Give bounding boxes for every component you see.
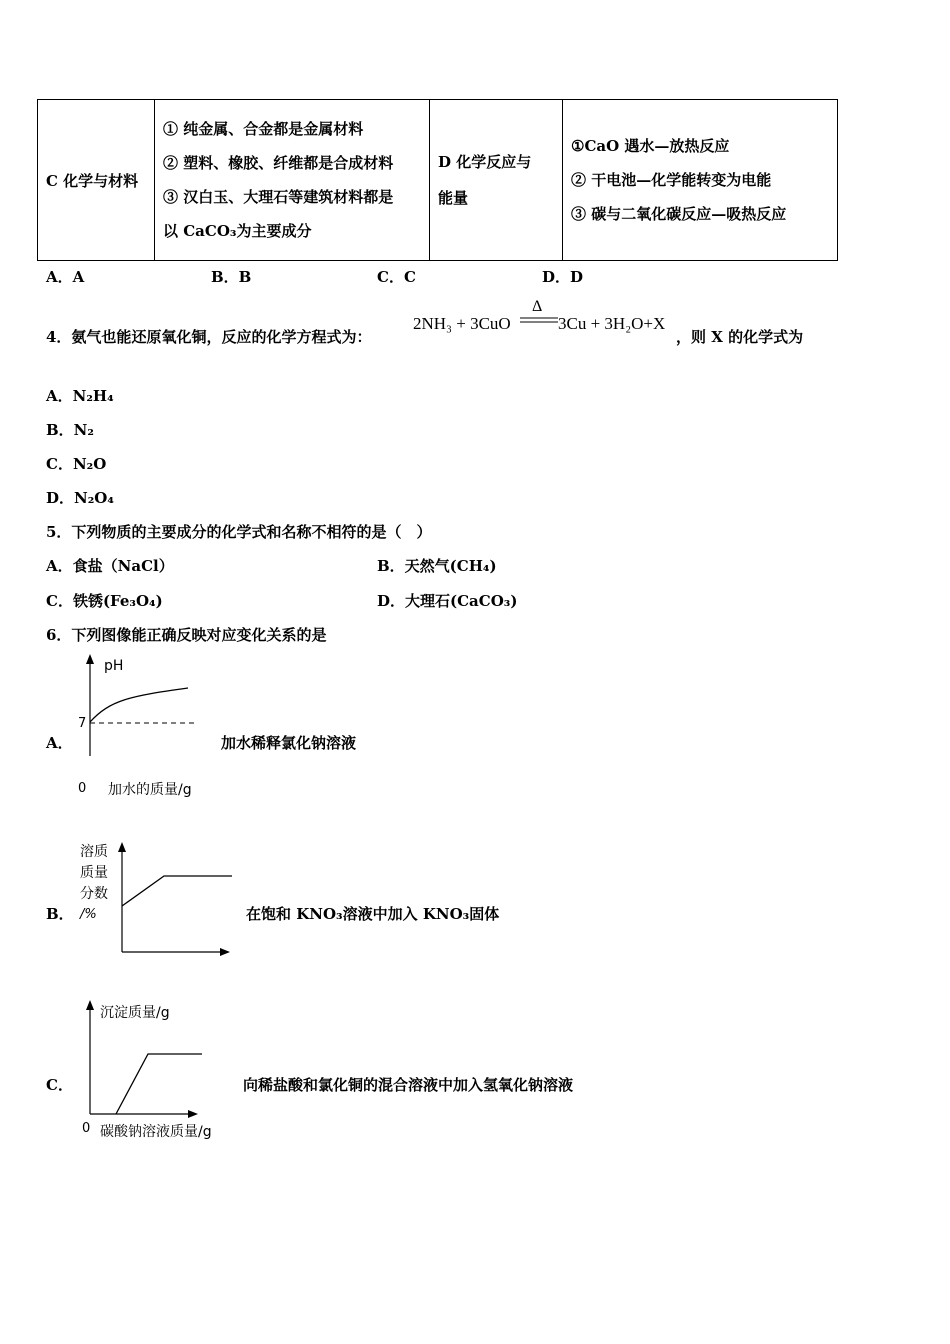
equation-double-line bbox=[520, 316, 558, 324]
q4-equation-condition: Δ bbox=[532, 298, 543, 315]
graph-b-x-arrow bbox=[220, 948, 230, 956]
graph-c-line bbox=[116, 1054, 202, 1114]
q5-option-d: D．大理石(CaCO₃) bbox=[377, 592, 518, 610]
graph-b-y-label-4: /% bbox=[80, 907, 97, 922]
q6-option-a-label: A． bbox=[46, 734, 73, 752]
q4-option-a: A．N₂H₄ bbox=[46, 387, 114, 405]
table-right-item-3: ③ 碳与二氧化碳反应—吸热反应 bbox=[571, 205, 787, 223]
table-left-item-1: ① 纯金属、合金都是金属材料 bbox=[163, 120, 364, 138]
graph-b-y-label-3: 分数 bbox=[80, 886, 108, 902]
graph-a-curve bbox=[90, 688, 188, 722]
q5-option-a: A．食盐（NaCl） bbox=[46, 557, 174, 575]
q5-stem: 5．下列物质的主要成分的化学式和名称不相符的是（ ） bbox=[46, 523, 432, 541]
graph-c-x-label: 碳酸钠溶液质量/g bbox=[100, 1124, 212, 1140]
table-left-items bbox=[155, 100, 430, 261]
graph-a bbox=[70, 652, 220, 804]
graph-a-y-label: pH bbox=[104, 658, 124, 674]
table-right-item-1: ①CaO 遇水—放热反应 bbox=[571, 137, 730, 155]
q5-option-b: B．天然气(CH₄) bbox=[377, 557, 497, 575]
q4-stem: 4．氨气也能还原氧化铜，反应的化学方程式为： bbox=[46, 328, 372, 346]
q3-option-c: C．C bbox=[377, 268, 416, 286]
comparison-table bbox=[37, 99, 838, 261]
graph-c bbox=[76, 996, 246, 1146]
graph-a-y-mark: 7 bbox=[78, 716, 87, 731]
graph-c-y-label: 沉淀质量/g bbox=[100, 1005, 170, 1021]
graph-b-line bbox=[122, 876, 232, 906]
graph-c-y-arrow bbox=[86, 1000, 94, 1010]
graph-a-origin: 0 bbox=[78, 781, 87, 796]
table-left-item-4: 以 CaCO₃为主要成分 bbox=[163, 222, 312, 240]
graph-b bbox=[76, 836, 236, 966]
table-right-header-line2: 能量 bbox=[438, 189, 469, 207]
q3-option-d: D．D bbox=[542, 268, 584, 286]
q4-equation-right: 3Cu + 3H₂O+X bbox=[558, 314, 666, 333]
table-left-item-2: ② 塑料、橡胶、纤维都是合成材料 bbox=[163, 154, 394, 172]
graph-b-y-label-1: 溶质 bbox=[80, 844, 108, 860]
graph-a-y-arrow bbox=[86, 654, 94, 664]
q4-tail: ，则 X 的化学式为 bbox=[676, 328, 804, 346]
table-left-header: C 化学与材料 bbox=[38, 100, 155, 261]
q5-option-c: C．铁锈(Fe₃O₄) bbox=[46, 592, 163, 610]
table-left-item-3: ③ 汉白玉、大理石等建筑材料都是 bbox=[163, 188, 394, 206]
table-right-item-2: ② 干电池—化学能转变为电能 bbox=[571, 171, 772, 189]
table-right-header-line1: D 化学反应与 bbox=[438, 153, 532, 171]
graph-b-y-label-2: 质量 bbox=[80, 865, 108, 881]
table-right-header bbox=[430, 100, 563, 261]
q6-option-a-desc: 加水稀释氯化钠溶液 bbox=[221, 734, 357, 752]
q4-option-d: D．N₂O₄ bbox=[46, 489, 114, 507]
q4-option-c: C．N₂O bbox=[46, 455, 107, 473]
graph-c-origin: 0 bbox=[82, 1121, 91, 1136]
q4-equation-left: 2NH₃ + 3CuO bbox=[413, 314, 511, 333]
q4-option-b: B．N₂ bbox=[46, 421, 94, 439]
graph-b-y-arrow bbox=[118, 842, 126, 852]
q6-option-b-desc: 在饱和 KNO₃溶液中加入 KNO₃固体 bbox=[246, 905, 500, 923]
table-right-items bbox=[563, 100, 838, 261]
q3-option-b: B．B bbox=[211, 268, 252, 286]
q6-option-c-label: C． bbox=[46, 1076, 73, 1094]
graph-a-x-label: 加水的质量/g bbox=[108, 782, 192, 798]
q6-option-c-desc: 向稀盐酸和氯化铜的混合溶液中加入氢氧化钠溶液 bbox=[243, 1076, 574, 1094]
q6-stem: 6．下列图像能正确反映对应变化关系的是 bbox=[46, 626, 327, 644]
graph-c-x-arrow bbox=[188, 1110, 198, 1118]
q3-option-a: A．A bbox=[46, 268, 85, 286]
q6-option-b-label: B． bbox=[46, 905, 74, 923]
